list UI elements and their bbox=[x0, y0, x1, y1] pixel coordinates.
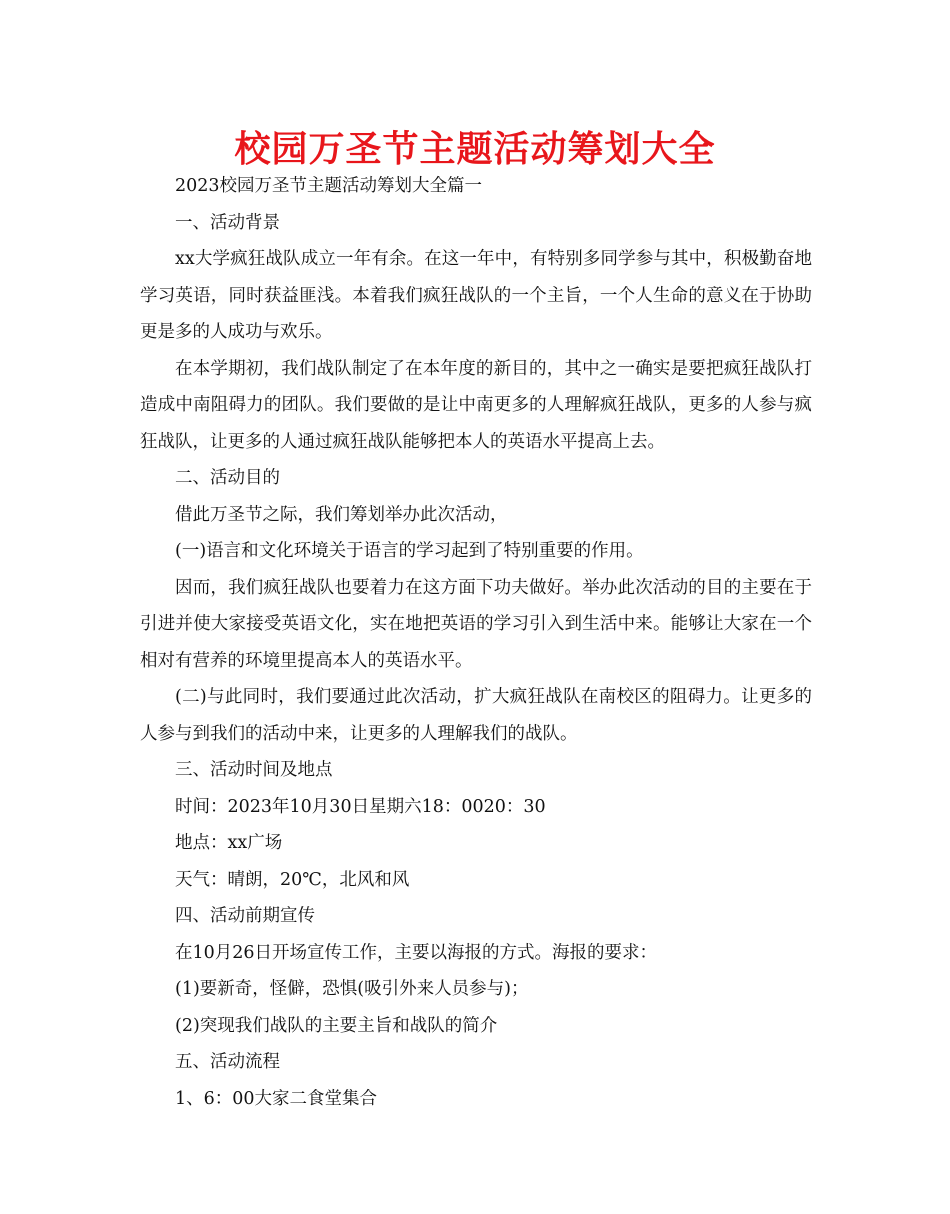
document-body bbox=[140, 168, 812, 1117]
section-heading-purpose: 二、活动目的 bbox=[175, 468, 280, 488]
paragraph-subtitle: 2023校园万圣节主题活动筹划大全篇一 bbox=[175, 176, 483, 196]
section-heading-background: 一、活动背景 bbox=[175, 212, 280, 233]
document-title: 校园万圣节主题活动筹划大全 bbox=[234, 129, 716, 170]
paragraph: 在本学期初，我们战队制定了在本年度的新目的，其中之一确实是要把疯狂战队打造成中南阻碍力的团队。我们要做的是让中南更多的人理解疯狂战队，更多的人参与疯狂战队，让更多的人通过疯狂战队能够把本人的英语水平提高上去。 bbox=[140, 358, 812, 452]
paragraph-weather: 天气：晴朗，20℃，北风和风 bbox=[175, 869, 410, 890]
paragraph: 因而，我们疯狂战队也要着力在这方面下功夫做好。举办此次活动的目的主要在于引进并使大家接受英语文化，实在地把英语的学习引入到生活中来。能够让大家在一个相对有营养的环境里提高本人的英语水平。 bbox=[140, 577, 812, 671]
section-heading-process: 五、活动流程 bbox=[175, 1052, 280, 1072]
list-item: 1、6：00大家二食堂集合 bbox=[175, 1088, 378, 1109]
paragraph: xx大学疯狂战队成立一年有余。在这一年中，有特别多同学参与其中，积极勤奋地学习英语，同时获益匪浅。本着我们疯狂战队的一个主旨，一个人生命的意义在于协助更是多的人成功与欢乐。 bbox=[140, 249, 812, 342]
paragraph: 在10月26日开场宣传工作，主要以海报的方式。海报的要求： bbox=[175, 942, 658, 963]
list-item: (1)要新奇，怪僻，恐惧(吸引外来人员参与)； bbox=[175, 979, 529, 999]
paragraph: (二)与此同时，我们要通过此次活动，扩大疯狂战队在南校区的阻碍力。让更多的人参与到我们的活动中来，让更多的人理解我们的战队。 bbox=[140, 687, 812, 744]
paragraph: (一)语言和文化环境关于语言的学习起到了特别重要的作用。 bbox=[175, 541, 644, 561]
paragraph: 借此万圣节之际，我们筹划举办此次活动， bbox=[175, 504, 508, 525]
list-item: (2)突现我们战队的主要主旨和战队的简介 bbox=[175, 1015, 498, 1036]
paragraph-place: 地点：xx广场 bbox=[175, 833, 283, 853]
section-heading-publicity: 四、活动前期宣传 bbox=[175, 906, 315, 926]
section-heading-time-place: 三、活动时间及地点 bbox=[175, 760, 333, 780]
paragraph-time: 时间：2023年10月30日星期六18：0020：30 bbox=[175, 796, 546, 817]
